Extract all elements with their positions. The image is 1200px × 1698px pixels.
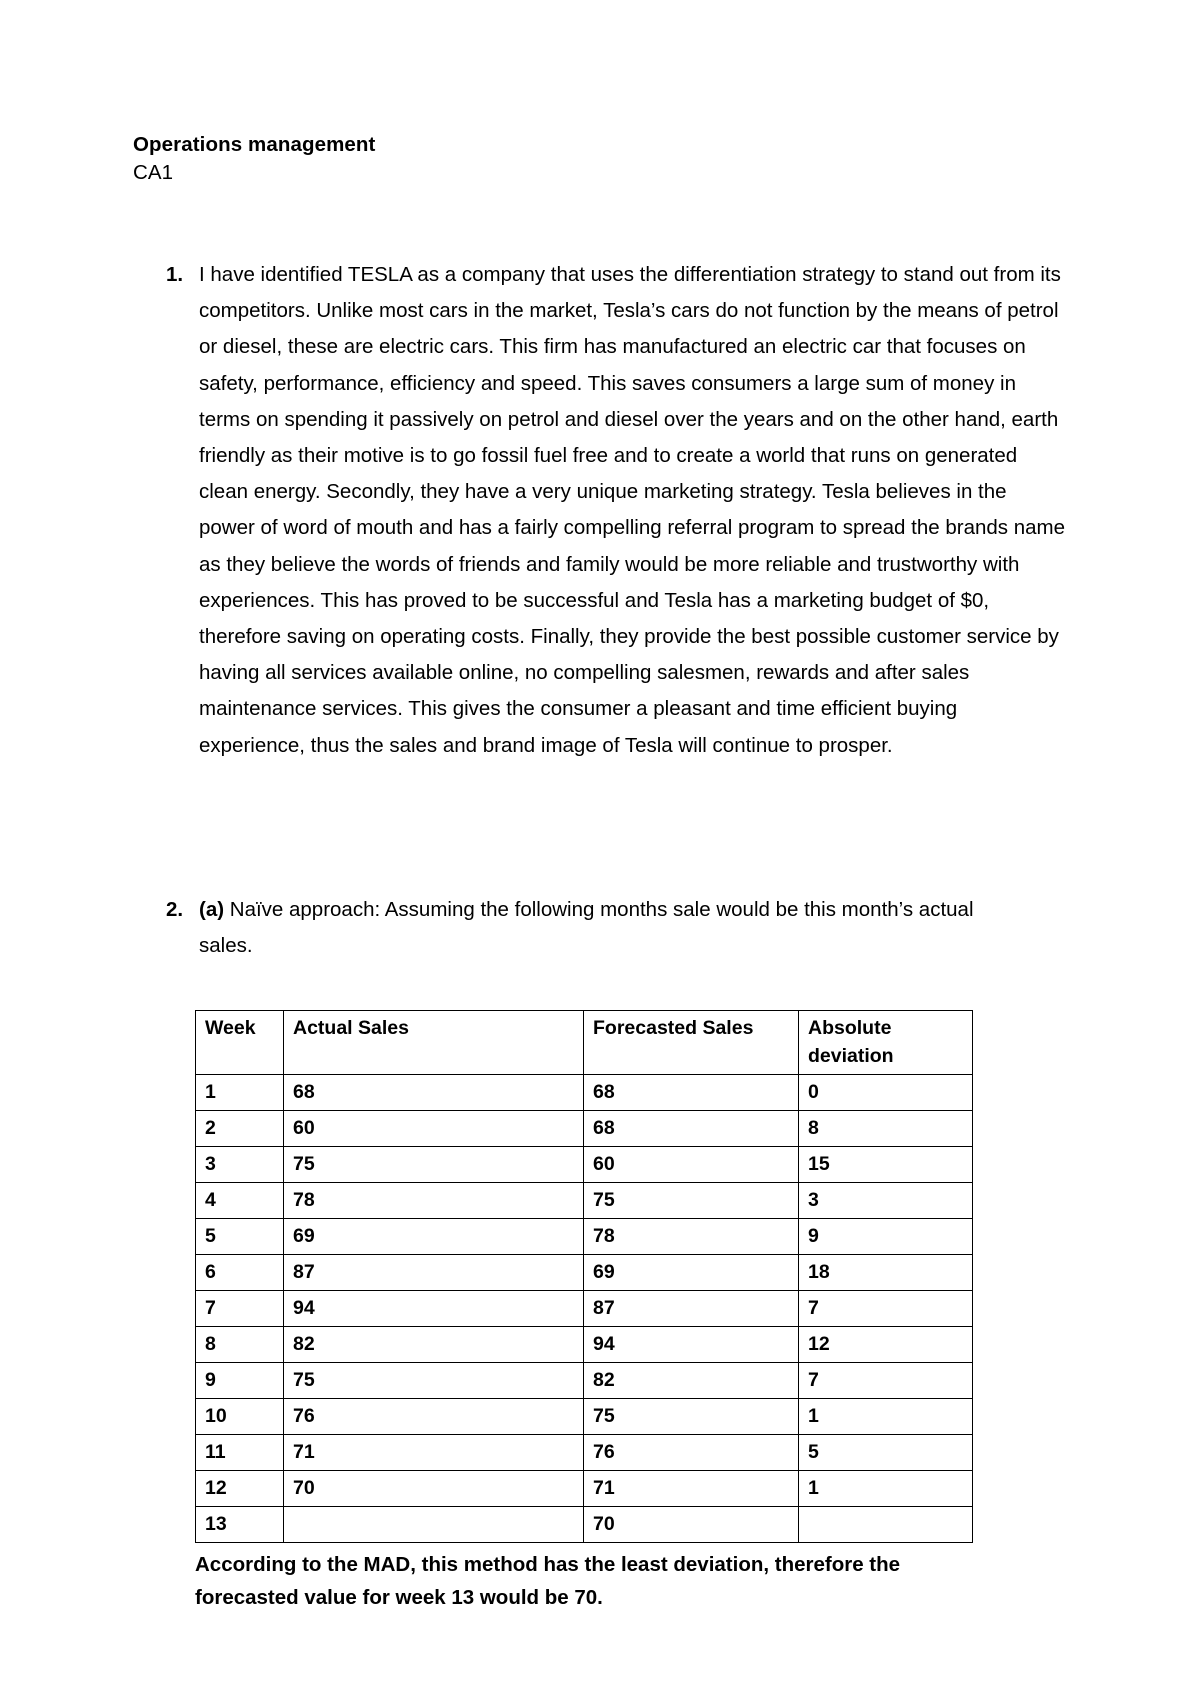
page-title: Operations management (133, 133, 376, 156)
column-header-forecasted: Forecasted Sales (584, 1011, 799, 1075)
table-row (196, 1075, 973, 1111)
cell-absolute-deviation: 18 (799, 1255, 973, 1291)
table-row (196, 1219, 973, 1255)
list-marker-1: 1. (166, 263, 184, 286)
part-label-a: (a) (199, 897, 225, 921)
cell-forecasted-sales: 82 (584, 1363, 799, 1399)
cell-absolute-deviation: 3 (799, 1183, 973, 1219)
cell-actual-sales: 70 (284, 1471, 584, 1507)
table-header-row (196, 1011, 973, 1075)
cell-forecasted-sales: 76 (584, 1435, 799, 1471)
cell-week: 5 (196, 1219, 284, 1255)
forecast-table-wrapper (195, 1010, 972, 1543)
cell-actual-sales: 87 (284, 1255, 584, 1291)
cell-absolute-deviation: 7 (799, 1291, 973, 1327)
cell-actual-sales: 75 (284, 1147, 584, 1183)
cell-absolute-deviation: 1 (799, 1471, 973, 1507)
cell-week: 9 (196, 1363, 284, 1399)
cell-week: 6 (196, 1255, 284, 1291)
list-item-2 (133, 892, 1029, 964)
cell-forecasted-sales: 94 (584, 1327, 799, 1363)
cell-week: 12 (196, 1471, 284, 1507)
cell-absolute-deviation: 15 (799, 1147, 973, 1183)
cell-forecasted-sales: 75 (584, 1399, 799, 1435)
table-row (196, 1363, 973, 1399)
cell-absolute-deviation: 8 (799, 1111, 973, 1147)
cell-week: 4 (196, 1183, 284, 1219)
cell-week: 11 (196, 1435, 284, 1471)
cell-week: 2 (196, 1111, 284, 1147)
cell-actual-sales: 60 (284, 1111, 584, 1147)
table-row (196, 1507, 973, 1543)
table-row (196, 1471, 973, 1507)
cell-absolute-deviation: 5 (799, 1435, 973, 1471)
cell-forecasted-sales: 71 (584, 1471, 799, 1507)
cell-forecasted-sales: 70 (584, 1507, 799, 1543)
cell-forecasted-sales: 68 (584, 1075, 799, 1111)
table-row (196, 1327, 973, 1363)
list-item-2-text (199, 892, 1029, 964)
cell-actual-sales: 68 (284, 1075, 584, 1111)
table-row (196, 1183, 973, 1219)
list-marker-2: 2. (166, 897, 184, 921)
table-row (196, 1255, 973, 1291)
cell-actual-sales: 82 (284, 1327, 584, 1363)
cell-actual-sales: 69 (284, 1219, 584, 1255)
cell-absolute-deviation: 1 (799, 1399, 973, 1435)
cell-forecasted-sales: 60 (584, 1147, 799, 1183)
table-row (196, 1111, 973, 1147)
cell-absolute-deviation: 9 (799, 1219, 973, 1255)
cell-forecasted-sales: 75 (584, 1183, 799, 1219)
column-header-actual: Actual Sales (284, 1011, 584, 1075)
forecast-table (195, 1010, 973, 1543)
cell-actual-sales: 94 (284, 1291, 584, 1327)
conclusion-text: According to the MAD, this method has the least deviation, therefore the forecasted value for week 13 would be 70. (195, 1553, 901, 1610)
cell-actual-sales: 71 (284, 1435, 584, 1471)
table-row (196, 1399, 973, 1435)
cell-actual-sales: 78 (284, 1183, 584, 1219)
cell-week: 3 (196, 1147, 284, 1183)
list-item-1-text: I have identified TESLA as a company that uses the differentiation strategy to stand out from its competitors. Unlike most cars in the market, Tesla’s cars do not function by the means of petrol or diesel, these are electric cars. This firm has manufactured an electric car that focuses on safety, performance, efficiency and speed. This saves consumers a large sum of money in terms on spending it passively on petrol and diesel over the years and on the other hand, earth friendly as their motive is to go fossil fuel free and to create a world that runs on generated clean energy. Secondly, they have a very unique marketing strategy. Tesla believes in the power of word of mouth and has a fairly compelling referral program to spread the brands name as they believe the words of friends and family would be more reliable and trustworthy with experiences. This has proved to be successful and Tesla has a marketing budget of $0, therefore saving on operating costs. Finally, they provide the best possible customer service by having all services available online, no compelling salesmen, rewards and after sales maintenance services. This gives the consumer a pleasant and time efficient buying experience, thus the sales and brand image of Tesla will continue to prosper. (199, 263, 1066, 757)
cell-week: 10 (196, 1399, 284, 1435)
cell-absolute-deviation: 0 (799, 1075, 973, 1111)
cell-absolute-deviation: 12 (799, 1327, 973, 1363)
cell-week: 7 (196, 1291, 284, 1327)
cell-week: 13 (196, 1507, 284, 1543)
list-item-1 (133, 257, 1067, 764)
cell-forecasted-sales: 68 (584, 1111, 799, 1147)
cell-week: 1 (196, 1075, 284, 1111)
cell-forecasted-sales: 78 (584, 1219, 799, 1255)
cell-forecasted-sales: 69 (584, 1255, 799, 1291)
cell-actual-sales (284, 1507, 584, 1543)
table-body (196, 1075, 973, 1543)
list-item-2-description: Naïve approach: Assuming the following months sale would be this month’s actual sales. (199, 897, 974, 958)
cell-week: 8 (196, 1327, 284, 1363)
cell-actual-sales: 75 (284, 1363, 584, 1399)
cell-actual-sales: 76 (284, 1399, 584, 1435)
column-header-deviation: Absolute deviation (799, 1011, 973, 1075)
table-row (196, 1147, 973, 1183)
table-row (196, 1291, 973, 1327)
cell-absolute-deviation (799, 1507, 973, 1543)
cell-forecasted-sales: 87 (584, 1291, 799, 1327)
document-content (133, 131, 1067, 1614)
table-row (196, 1435, 973, 1471)
column-header-week: Week (196, 1011, 284, 1075)
cell-absolute-deviation: 7 (799, 1363, 973, 1399)
page-subtitle: CA1 (133, 161, 174, 184)
